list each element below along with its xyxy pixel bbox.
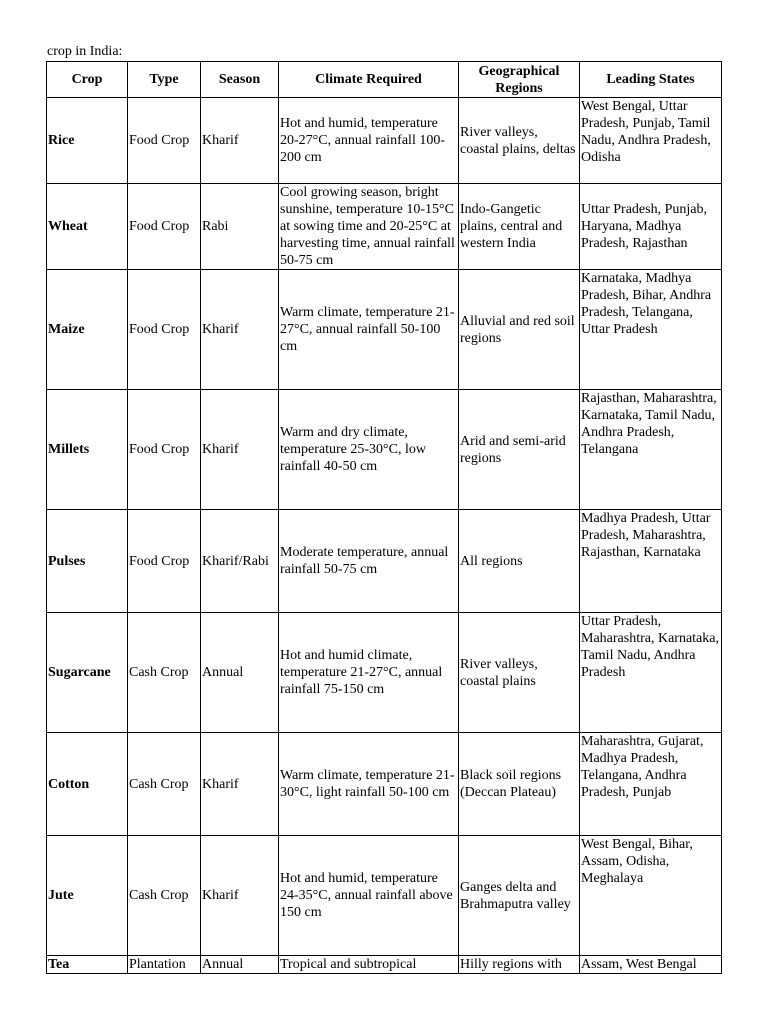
- season-cell: Rabi: [201, 184, 279, 270]
- climate-cell: Warm climate, temperature 21-30°C, light rainfall 50-100 cm: [279, 733, 459, 836]
- crop-cell: Pulses: [47, 510, 128, 613]
- crop-cell: Sugarcane: [47, 613, 128, 733]
- season-cell: Annual: [201, 956, 279, 974]
- regions-cell: Black soil regions (Deccan Plateau): [459, 733, 580, 836]
- table-row: [47, 956, 722, 974]
- climate-cell: Hot and humid climate, temperature 21-27°C, annual rainfall 75-150 cm: [279, 613, 459, 733]
- crop-cell: Tea: [47, 956, 128, 974]
- header-season: Season: [201, 62, 279, 98]
- type-cell: Plantation: [128, 956, 201, 974]
- states-cell: West Bengal, Uttar Pradesh, Punjab, Tamil Nadu, Andhra Pradesh, Odisha: [580, 98, 722, 184]
- season-cell: Kharif: [201, 733, 279, 836]
- type-cell: Food Crop: [128, 98, 201, 184]
- crop-table: [46, 61, 722, 974]
- season-cell: Kharif: [201, 270, 279, 390]
- season-cell: Kharif/Rabi: [201, 510, 279, 613]
- season-cell: Kharif: [201, 836, 279, 956]
- regions-cell: Arid and semi-arid regions: [459, 390, 580, 510]
- table-row: [47, 270, 722, 390]
- type-cell: Food Crop: [128, 510, 201, 613]
- season-cell: Annual: [201, 613, 279, 733]
- regions-cell: Indo-Gangetic plains, central and western India: [459, 184, 580, 270]
- states-cell: Madhya Pradesh, Uttar Pradesh, Maharashtra, Rajasthan, Karnataka: [580, 510, 722, 613]
- type-cell: Cash Crop: [128, 613, 201, 733]
- type-cell: Cash Crop: [128, 836, 201, 956]
- table-row: [47, 613, 722, 733]
- climate-cell: Hot and humid, temperature 20-27°C, annual rainfall 100-200 cm: [279, 98, 459, 184]
- climate-cell: Tropical and subtropical: [279, 956, 459, 974]
- header-crop: Crop: [47, 62, 128, 98]
- climate-cell: Cool growing season, bright sunshine, temperature 10-15°C at sowing time and 20-25°C at harvesting time, annual rainfall 50-75 cm: [279, 184, 459, 270]
- states-cell: Uttar Pradesh, Maharashtra, Karnataka, Tamil Nadu, Andhra Pradesh: [580, 613, 722, 733]
- states-cell: Uttar Pradesh, Punjab, Haryana, Madhya Pradesh, Rajasthan: [580, 184, 722, 270]
- table-row: [47, 98, 722, 184]
- states-cell: Karnataka, Madhya Pradesh, Bihar, Andhra Pradesh, Telangana, Uttar Pradesh: [580, 270, 722, 390]
- states-cell: Rajasthan, Maharashtra, Karnataka, Tamil Nadu, Andhra Pradesh, Telangana: [580, 390, 722, 510]
- regions-cell: River valleys, coastal plains, deltas: [459, 98, 580, 184]
- table-header-row: [47, 62, 722, 98]
- table-row: [47, 733, 722, 836]
- type-cell: Food Crop: [128, 390, 201, 510]
- crop-cell: Cotton: [47, 733, 128, 836]
- states-cell: West Bengal, Bihar, Assam, Odisha, Meghalaya: [580, 836, 722, 956]
- crop-cell: Jute: [47, 836, 128, 956]
- header-climate: Climate Required: [279, 62, 459, 98]
- season-cell: Kharif: [201, 390, 279, 510]
- header-regions: Geographical Regions: [459, 62, 580, 98]
- climate-cell: Warm and dry climate, temperature 25-30°C, low rainfall 40-50 cm: [279, 390, 459, 510]
- regions-cell: Alluvial and red soil regions: [459, 270, 580, 390]
- header-type: Type: [128, 62, 201, 98]
- header-states: Leading States: [580, 62, 722, 98]
- crop-cell: Millets: [47, 390, 128, 510]
- table-row: [47, 390, 722, 510]
- crop-cell: Wheat: [47, 184, 128, 270]
- table-row: [47, 510, 722, 613]
- regions-cell: Ganges delta and Brahmaputra valley: [459, 836, 580, 956]
- crop-cell: Rice: [47, 98, 128, 184]
- regions-cell: All regions: [459, 510, 580, 613]
- type-cell: Food Crop: [128, 184, 201, 270]
- states-cell: Maharashtra, Gujarat, Madhya Pradesh, Telangana, Andhra Pradesh, Punjab: [580, 733, 722, 836]
- climate-cell: Moderate temperature, annual rainfall 50-75 cm: [279, 510, 459, 613]
- climate-cell: Hot and humid, temperature 24-35°C, annual rainfall above 150 cm: [279, 836, 459, 956]
- climate-cell: Warm climate, temperature 21-27°C, annual rainfall 50-100 cm: [279, 270, 459, 390]
- type-cell: Cash Crop: [128, 733, 201, 836]
- regions-cell: River valleys, coastal plains: [459, 613, 580, 733]
- season-cell: Kharif: [201, 98, 279, 184]
- states-cell: Assam, West Bengal: [580, 956, 722, 974]
- table-row: [47, 836, 722, 956]
- intro-text: crop in India:: [47, 44, 123, 59]
- table-row: [47, 184, 722, 270]
- crop-cell: Maize: [47, 270, 128, 390]
- regions-cell: Hilly regions with: [459, 956, 580, 974]
- type-cell: Food Crop: [128, 270, 201, 390]
